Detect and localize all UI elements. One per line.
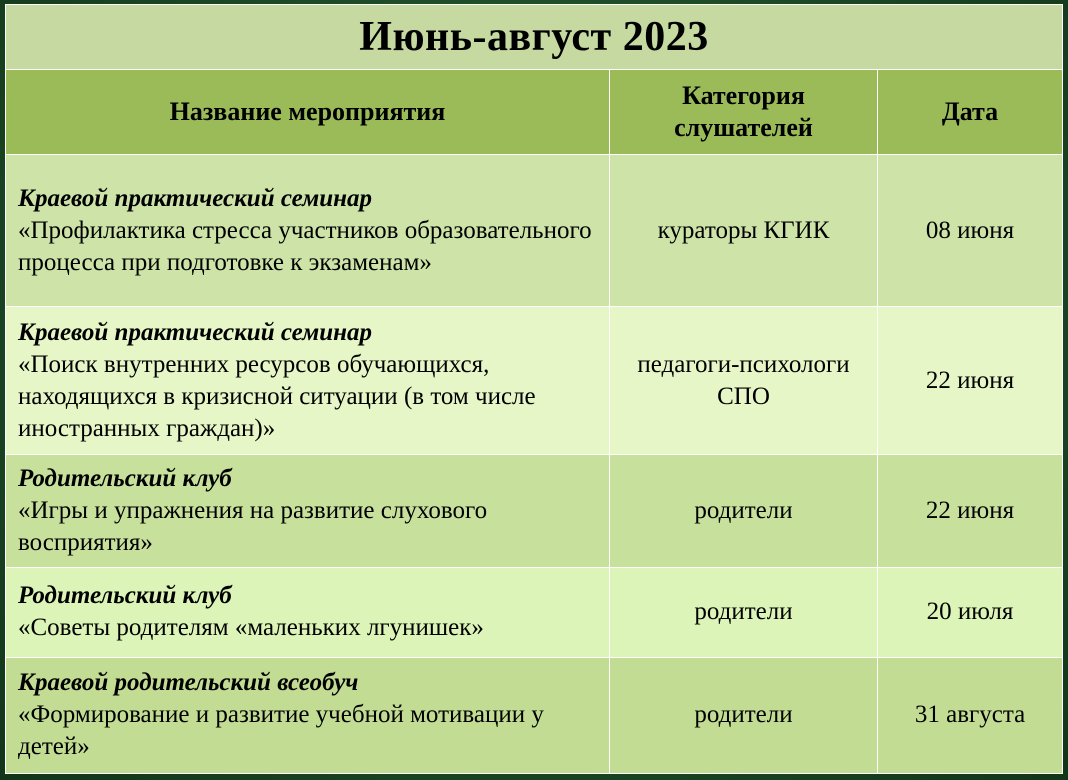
- event-category: родители: [610, 455, 878, 567]
- event-type: Родительский клуб: [18, 582, 232, 610]
- event-description: «Советы родителям «маленьких лгунишек»: [18, 614, 484, 642]
- event-date: 31 августа: [878, 657, 1063, 773]
- event-date: 22 июня: [878, 455, 1063, 567]
- event-name-cell: [6, 455, 610, 567]
- column-header-date: Дата: [878, 70, 1063, 155]
- event-category: родители: [610, 567, 878, 657]
- event-category: кураторы КГИК: [610, 155, 878, 307]
- event-description: «Профилактика стресса участников образовательного процесса при подготовке к экзаменам»: [18, 216, 592, 276]
- event-name-cell: [6, 307, 610, 455]
- table-row: [6, 657, 1063, 773]
- event-date: 20 июля: [878, 567, 1063, 657]
- table-row: [6, 455, 1063, 567]
- event-date: 22 июня: [878, 307, 1063, 455]
- column-header-name: Название мероприятия: [6, 70, 610, 155]
- event-type: Краевой практический семинар: [18, 184, 373, 212]
- title-row: [6, 5, 1063, 70]
- event-type: Краевой родительский всеобуч: [18, 669, 359, 697]
- event-name-cell: [6, 155, 610, 307]
- event-date: 08 июня: [878, 155, 1063, 307]
- header-row: [6, 70, 1063, 155]
- table-row: [6, 567, 1063, 657]
- event-type: Родительский клуб: [18, 465, 232, 493]
- table-row: [6, 155, 1063, 307]
- event-description: «Поиск внутренних ресурсов обучающихся, находящихся в кризисной ситуации (в том числе иностранных граждан)»: [18, 350, 536, 442]
- events-table: [5, 4, 1063, 774]
- event-category: родители: [610, 657, 878, 773]
- table-title: Июнь-август 2023: [6, 5, 1063, 70]
- event-description: «Формирование и развитие учебной мотивации у детей»: [18, 701, 544, 761]
- table-row: [6, 307, 1063, 455]
- event-name-cell: [6, 657, 610, 773]
- event-name-cell: [6, 567, 610, 657]
- event-category: педагоги-психологи СПО: [610, 307, 878, 455]
- event-description: «Игры и упражнения на развитие слухового восприятия»: [18, 497, 488, 557]
- column-header-category: Категория слушателей: [610, 70, 878, 155]
- events-table-container: [5, 4, 1062, 774]
- event-type: Краевой практический семинар: [18, 318, 373, 346]
